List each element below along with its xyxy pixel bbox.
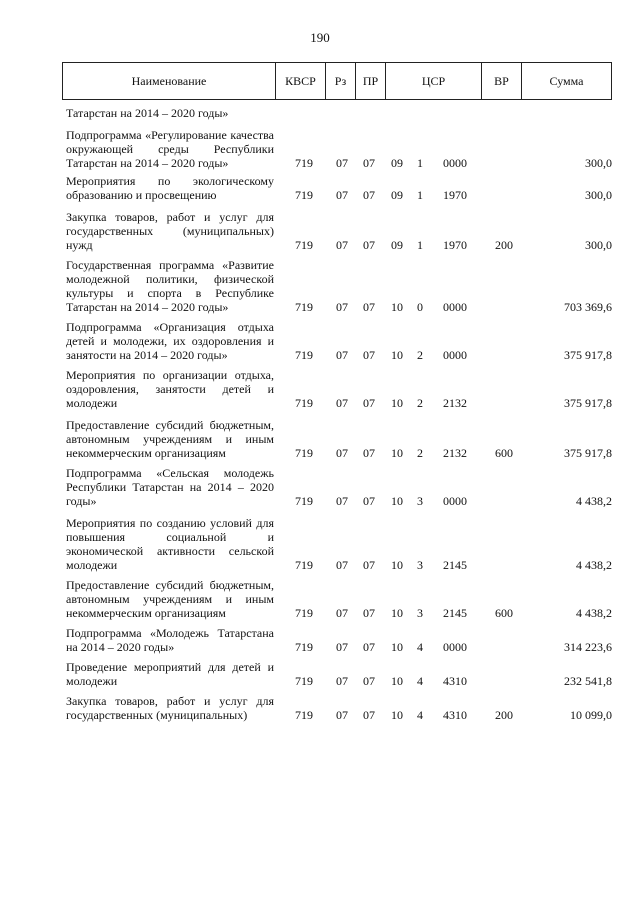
- page-number: 190: [310, 30, 330, 45]
- pr-cell: 07: [363, 156, 375, 170]
- kvsr-cell: 719: [295, 156, 313, 170]
- row-name: Закупка товаров, работ и услуг для государственных (муниципальных) нужд: [66, 210, 274, 252]
- csr-part3-cell: 0000: [443, 348, 467, 362]
- csr-part1-cell: 10: [391, 558, 403, 572]
- row-name: Государственная программа «Развитие молодежной политики, физической культуры и спорта в Республике Татарстан на 2014 – 2020 годы»: [66, 258, 274, 314]
- kvsr-cell: 719: [295, 558, 313, 572]
- rz-cell: 07: [336, 238, 348, 252]
- sum-cell: 703 369,6: [564, 300, 612, 314]
- csr-part2-cell: 2: [417, 396, 423, 410]
- table-row: [62, 320, 612, 362]
- csr-part3-cell: 2145: [443, 558, 467, 572]
- csr-part3-cell: 0000: [443, 494, 467, 508]
- row-name: Подпрограмма «Молодежь Татарстана на 2014 – 2020 годы»: [66, 626, 274, 654]
- table-row: [62, 516, 612, 572]
- vr-cell: 600: [495, 446, 513, 460]
- sum-cell: 4 438,2: [576, 606, 612, 620]
- table-row: [62, 466, 612, 508]
- row-name: Мероприятия по созданию условий для повышения социальной и экономической активности сельской молодежи: [66, 516, 274, 572]
- csr-part2-cell: 4: [417, 674, 423, 688]
- csr-part3-cell: 0000: [443, 156, 467, 170]
- csr-part2-cell: 3: [417, 558, 423, 572]
- table-row: [62, 174, 612, 202]
- pr-cell: 07: [363, 558, 375, 572]
- csr-part1-cell: 10: [391, 708, 403, 722]
- pr-cell: 07: [363, 606, 375, 620]
- rz-cell: 07: [336, 708, 348, 722]
- sum-cell: 4 438,2: [576, 558, 612, 572]
- table-row: [62, 106, 612, 120]
- rz-cell: 07: [336, 674, 348, 688]
- rz-cell: 07: [336, 606, 348, 620]
- rz-cell: 07: [336, 300, 348, 314]
- kvsr-cell: 719: [295, 674, 313, 688]
- csr-part1-cell: 10: [391, 606, 403, 620]
- header-csr: ЦСР: [385, 63, 481, 99]
- csr-part1-cell: 09: [391, 238, 403, 252]
- rz-cell: 07: [336, 640, 348, 654]
- sum-cell: 10 099,0: [570, 708, 612, 722]
- header-pr: ПР: [355, 63, 385, 99]
- row-name: Подпрограмма «Организация отдыха детей и молодежи, их оздоровления и занятости на 2014 – 2020 годы»: [66, 320, 274, 362]
- csr-part1-cell: 09: [391, 188, 403, 202]
- csr-part1-cell: 10: [391, 674, 403, 688]
- pr-cell: 07: [363, 494, 375, 508]
- csr-part1-cell: 10: [391, 494, 403, 508]
- csr-part1-cell: 10: [391, 446, 403, 460]
- csr-part2-cell: 1: [417, 156, 423, 170]
- csr-part3-cell: 2132: [443, 446, 467, 460]
- csr-part2-cell: 3: [417, 494, 423, 508]
- csr-part1-cell: 10: [391, 300, 403, 314]
- csr-part2-cell: 4: [417, 708, 423, 722]
- kvsr-cell: 719: [295, 348, 313, 362]
- kvsr-cell: 719: [295, 446, 313, 460]
- rz-cell: 07: [336, 188, 348, 202]
- pr-cell: 07: [363, 188, 375, 202]
- csr-part3-cell: 1970: [443, 238, 467, 252]
- kvsr-cell: 719: [295, 396, 313, 410]
- sum-cell: 375 917,8: [564, 348, 612, 362]
- kvsr-cell: 719: [295, 238, 313, 252]
- csr-part3-cell: 0000: [443, 640, 467, 654]
- pr-cell: 07: [363, 300, 375, 314]
- csr-part2-cell: 2: [417, 446, 423, 460]
- table-row: [62, 258, 612, 314]
- csr-part2-cell: 3: [417, 606, 423, 620]
- rz-cell: 07: [336, 558, 348, 572]
- table-row: [62, 418, 612, 460]
- table-row: [62, 210, 612, 252]
- sum-cell: 300,0: [585, 156, 612, 170]
- rz-cell: 07: [336, 396, 348, 410]
- csr-part1-cell: 09: [391, 156, 403, 170]
- row-name: Предоставление субсидий бюджетным, автономным учреждениям и иным некоммерческим организациям: [66, 418, 274, 460]
- vr-cell: 600: [495, 606, 513, 620]
- csr-part3-cell: 0000: [443, 300, 467, 314]
- rz-cell: 07: [336, 348, 348, 362]
- pr-cell: 07: [363, 348, 375, 362]
- csr-part2-cell: 1: [417, 238, 423, 252]
- row-name: Мероприятия по экологическому образованию и просвещению: [66, 174, 274, 202]
- rz-cell: 07: [336, 446, 348, 460]
- csr-part2-cell: 1: [417, 188, 423, 202]
- row-name: Подпрограмма «Сельская молодежь Республики Татарстан на 2014 – 2020 годы»: [66, 466, 274, 508]
- header-vr: ВР: [481, 63, 521, 99]
- csr-part3-cell: 4310: [443, 674, 467, 688]
- row-name: Предоставление субсидий бюджетным, автономным учреждениям и иным некоммерческим организациям: [66, 578, 274, 620]
- csr-part1-cell: 10: [391, 348, 403, 362]
- header-kvsr: КВСР: [275, 63, 325, 99]
- kvsr-cell: 719: [295, 188, 313, 202]
- csr-part3-cell: 2145: [443, 606, 467, 620]
- sum-cell: 232 541,8: [564, 674, 612, 688]
- row-name: Татарстан на 2014 – 2020 годы»: [66, 106, 229, 120]
- row-name: Проведение мероприятий для детей и молодежи: [66, 660, 274, 688]
- kvsr-cell: 719: [295, 708, 313, 722]
- pr-cell: 07: [363, 446, 375, 460]
- pr-cell: 07: [363, 238, 375, 252]
- rz-cell: 07: [336, 494, 348, 508]
- csr-part3-cell: 2132: [443, 396, 467, 410]
- csr-part3-cell: 4310: [443, 708, 467, 722]
- pr-cell: 07: [363, 640, 375, 654]
- sum-cell: 300,0: [585, 238, 612, 252]
- table-row: [62, 694, 612, 722]
- csr-part2-cell: 0: [417, 300, 423, 314]
- csr-part2-cell: 2: [417, 348, 423, 362]
- vr-cell: 200: [495, 708, 513, 722]
- header-name: Наименование: [131, 74, 207, 88]
- kvsr-cell: 719: [295, 606, 313, 620]
- pr-cell: 07: [363, 396, 375, 410]
- kvsr-cell: 719: [295, 300, 313, 314]
- sum-cell: 4 438,2: [576, 494, 612, 508]
- table-row: [62, 128, 612, 170]
- header-rz: Рз: [325, 63, 355, 99]
- table-row: [62, 578, 612, 620]
- csr-part2-cell: 4: [417, 640, 423, 654]
- kvsr-cell: 719: [295, 494, 313, 508]
- table-row: [62, 660, 612, 688]
- sum-cell: 300,0: [585, 188, 612, 202]
- table-body: [62, 100, 612, 722]
- rz-cell: 07: [336, 156, 348, 170]
- kvsr-cell: 719: [295, 640, 313, 654]
- csr-part3-cell: 1970: [443, 188, 467, 202]
- row-name: Закупка товаров, работ и услуг для государственных (муниципальных): [66, 694, 274, 722]
- table-header: [62, 62, 612, 100]
- sum-cell: 375 917,8: [564, 446, 612, 460]
- table-row: [62, 626, 612, 654]
- vr-cell: 200: [495, 238, 513, 252]
- header-sum: Сумма: [521, 63, 611, 99]
- pr-cell: 07: [363, 674, 375, 688]
- pr-cell: 07: [363, 708, 375, 722]
- csr-part1-cell: 10: [391, 640, 403, 654]
- sum-cell: 314 223,6: [564, 640, 612, 654]
- csr-part1-cell: 10: [391, 396, 403, 410]
- table-row: [62, 368, 612, 410]
- row-name: Подпрограмма «Регулирование качества окружающей среды Республики Татарстан на 2014 – 2020 годы»: [66, 128, 274, 170]
- sum-cell: 375 917,8: [564, 396, 612, 410]
- row-name: Мероприятия по организации отдыха, оздоровления, занятости детей и молодежи: [66, 368, 274, 410]
